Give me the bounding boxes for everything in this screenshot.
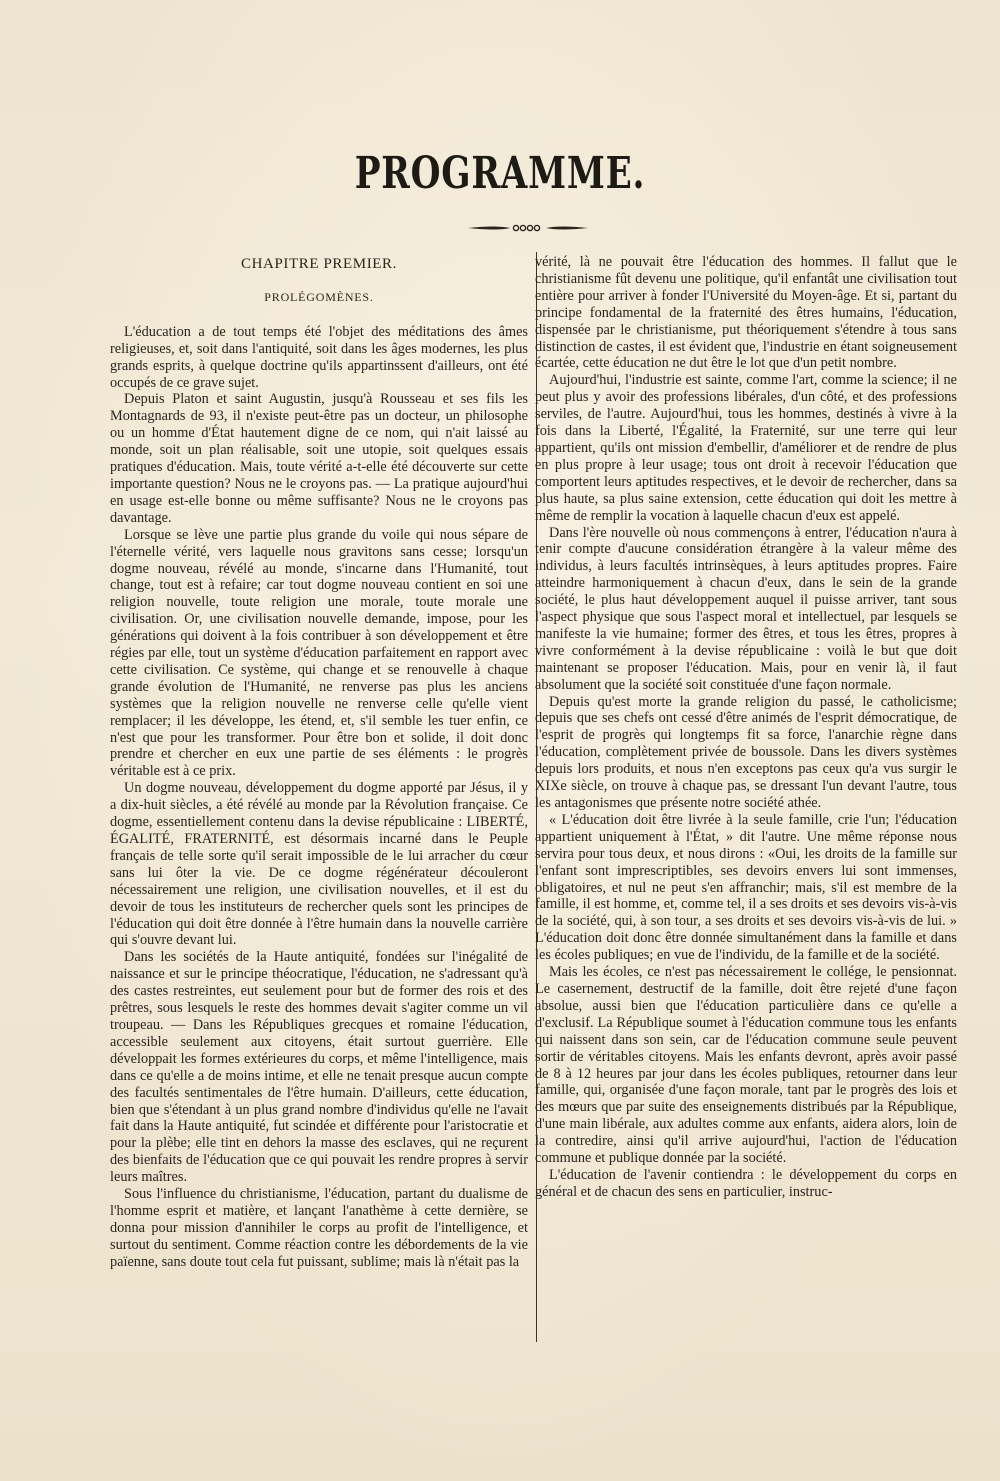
chapter-heading: CHAPITRE PREMIER. <box>240 256 398 272</box>
paragraph: Un dogme nouveau, développement du dogme apporté par Jésus, il y a dix-huit siècles, a été révélé au monde par la Révolution française. Ce dogme, essentiellement contenu dans la devise républicaine : LIBERTÉ, ÉGALITÉ, FRATERNITÉ, est désormais incarné dans le Peuple français de telle sorte qu'il serait impossible de le lui arracher du cœur sans lui ôter la vie. De ce dogme régénérateur découleront nécessairement une religion, une civilisation nouvelles, et il est du devoir de tous les instituteurs de rechercher quels sont les principes de l'éducation qui doit être donnée à l'être humain dans la nouvelle carrière qui s'ouvre devant lui. <box>110 780 528 949</box>
paragraph: L'éducation de l'avenir contiendra : le développement du corps en général et de chacun des sens en particulier, instruc- <box>535 1166 957 1200</box>
paragraph: Aujourd'hui, l'industrie est sainte, comme l'art, comme la science; il ne peut plus y avoir des professions libérales, d'un côté, et des professions serviles, de l'autre. Aujourd'hui, tous les hommes, destinés à vivre à la fois dans la Liberté, l'Égalité, la Fraternité, sur une terre qui leur appartient, qu'ils ont mission d'embellir, d'améliorer et de rendre de plus en plus propre à leur usage; tous ont droit à recevoir l'éducation que comportent leurs aptitudes respectives, et le devoir de rechercher, dans sa plus haute, sa plus saine extension, cette éducation qui doit les mettre à même de remplir la vocation à laquelle chacun d'eux est appelé. <box>535 372 957 524</box>
paragraph: Sous l'influence du christianisme, l'éducation, partant du dualisme de l'homme esprit et matière, et lançant l'anathème à cette dernière, se donna pour mission d'annihiler le corps au profit de l'intelligence, et surtout du sentiment. Comme réaction contre les débordements de la vie païenne, sans doute tout cela fut puissant, sublime; mais là n'était pas la <box>110 1186 528 1270</box>
right-column <box>535 254 957 1201</box>
paragraph: Depuis Platon et saint Augustin, jusqu'à Rousseau et ses fils les Montagnards de 93, il n'existe peut-être pas un docteur, un philosophe ou un homme d'État hautement digne de ce nom, qui n'ait laissé au monde, soit un plan réalisable, soit une utopie, soit quelques essais pratiques d'éducation. Mais, toute vérité a-t-elle été découverte sur cette importante question? Nous ne le croyons pas. — La pratique aujourd'hui en usage est-elle bonne ou même suffisante? Nous ne le croyons pas davantage. <box>110 391 528 526</box>
paragraph: Mais les écoles, ce n'est pas nécessairement le collége, le pensionnat. Le casernement, destructif de la famille, doit être rejeté d'une façon absolue, aussi bien que l'éducation particulière dans ce qu'elle a d'exclusif. La République soumet à l'éducation commune tous les enfants qui naissent dans son sein, car de l'éducation commune seule peuvent sortir de véritables citoyens. Mais les enfants devront, après avoir passé de 8 à 12 heures par jour dans les écoles publiques, retourner dans leur famille, qui, organisée d'une façon morale, tant par le progrès des lois et des mœurs que par suite des enseignements distribués par la République, d'une main libérale, aux adultes comme aux enfants, aidera alors, loin de la contredire, ainsi qu'il arrive aujourd'hui, l'action de l'éducation commune et publique donnée par la société. <box>535 964 957 1167</box>
page-title: PROGRAMME. <box>354 148 646 199</box>
paragraph: Dans les sociétés de la Haute antiquité, fondées sur l'inégalité de naissance et sur le principe théocratique, l'éducation, ne s'adressant qu'à des castes restreintes, eut seulement pour but de former des rois et des prêtres, sous lesquels le reste des hommes devait s'agiter comme un vil troupeau. — Dans les Républiques grecques et romaine l'éducation, accessible seulement aux citoyens, était surtout guerrière. Elle développait les formes extérieures du corps, et même l'intelligence, mais dans ce qu'elle a de moins intime, et elle ne tenait presque aucun compte des facultés sentimentales de l'être humain. D'ailleurs, cette éducation, bien que s'étendant à un plus grand nombre d'individus qu'elle ne l'avait fait dans la Haute antiquité, fut scindée et différente pour l'aristocratie et pour la plèbe; elle tint en dehors la masse des esclaves, qui ne reçurent des bienfaits de l'éducation que ce qui pouvait les rendre propres à servir leurs maîtres. <box>110 949 528 1186</box>
paragraph: vérité, là ne pouvait être l'éducation des hommes. Il fallut que le christianisme fût devenu une politique, qu'il enfantât une civilisation tout entière pour arriver à fonder l'Université du Moyen-âge. Et si, partant du principe fondamental de la fraternité des êtres humains, l'éducation, dispensée par le christianisme, put théoriquement s'étendre à tous sans distinction de castes, il est évident que, l'industrie en étant soigneusement écartée, cette éducation ne dut être le lot que d'un petit nombre. <box>535 254 957 372</box>
paragraph: Lorsque se lève une partie plus grande du voile qui nous sépare de l'éternelle vérité, vers laquelle nous gravitons sans cesse; lorsqu'un dogme nouveau, révélé au monde, s'incarne dans l'Humanité, tout change, tout est à refaire; car tout dogme nouveau contient en soi une religion nouvelle, toute religion une morale, toute morale une civilisation. Or, une civilisation nouvelle demande, impose, pour les générations qui doivent à la fois contribuer à son développement et être régies par elle, tout un système d'éducation parfaitement en rapport avec cette civilisation. Ce système, qui change et se renouvelle à chaque grande évolution de l'Humanité, ne renverse pas plus les anciens systèmes que la religion nouvelle ne renverse celle qu'elle vient remplacer; il les développe, les étend, et, s'il semble les tuer enfin, ce n'est que pour les transformer. Pour être bon et solide, il doit donc prendre et chercher en eux une partie de ses éléments : le progrès véritable est à ce prix. <box>110 526 528 780</box>
paragraph: Depuis qu'est morte la grande religion du passé, le catholicisme; depuis que ses chefs ont cessé d'être animés de l'esprit démocratique, de l'esprit de progrès qui longtemps fit sa force, l'anarchie règne dans l'éducation, complètement privée de boussole. Dans les divers systèmes depuis lors produits, et nous n'en exceptons pas ceux qu'a vus surgir le XIXe siècle, on trouve à chaque pas, se dressant l'un devant l'autre, tous les antagonismes que présente notre société athée. <box>535 693 957 811</box>
left-column <box>110 252 528 1271</box>
paragraph: Dans l'ère nouvelle où nous commençons à entrer, l'éducation n'aura à tenir compte d'aucune considération étrangère à la valeur même des individus, à leurs facultés intrinsèques, à leurs aptitudes propres. Faire atteindre harmoniquement à chacun d'eux, dans le sein de la grande société, le plus haut développement auquel il puisse arriver, tant sous l'aspect physique que sous l'aspect moral et intellectuel, par lesquels se manifeste la vie humaine; former des êtres, et tous les êtres, propres à vivre conformément à la devise républicaine : voilà le but que doit maintenant se proposer l'éducation. Mais, pour en venir là, il faut absolument que la société soit constituée d'une façon normale. <box>535 524 957 693</box>
ornament-divider <box>466 221 590 235</box>
section-heading: PROLÉGOMÈNES. <box>264 289 374 304</box>
paragraph: L'éducation a de tout temps été l'objet des méditations des âmes religieuses, et, soit dans l'antiquité, soit dans les âges modernes, les plus grands esprits, à quelque doctrine qu'ils appartinssent d'ailleurs, ont été occupés de ce grave sujet. <box>110 323 528 391</box>
paragraph: « L'éducation doit être livrée à la seule famille, crie l'un; l'éducation appartient uniquement à l'État, » dit l'autre. Une même réponse nous servira pour tous deux, et nous dirons : «Oui, les droits de la famille sur l'enfant sont imprescriptibles, ses devoirs envers lui sont immenses, obligatoires, et nul ne peut s'en affranchir; mais, s'il est membre de la famille, il est homme, et, comme tel, il a ses droits et ses devoirs vis-à-vis de la société, qui, à son tour, a ses droits et ses devoirs vis-à-vis de lui. » L'éducation doit donc être donnée simultanément dans la famille et dans les écoles publiques; en vue de l'individu, de la famille et de la société. <box>535 811 957 964</box>
